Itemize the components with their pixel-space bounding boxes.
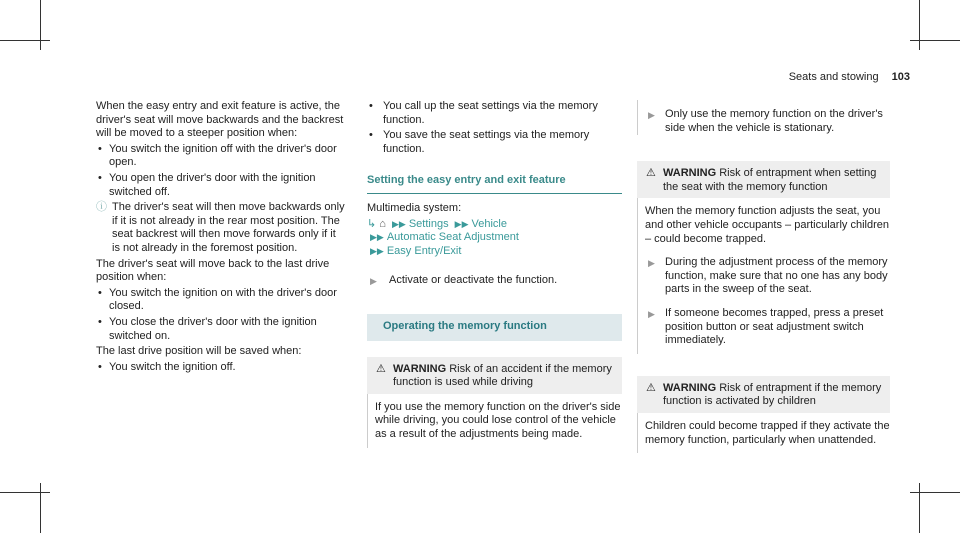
warning-title: Risk of entrapment if the memory function is activated by children	[663, 381, 882, 408]
list-item: • You switch the ignition off with the driver's door open.	[96, 143, 346, 170]
action-step	[367, 274, 622, 288]
double-arrow-icon: ▶▶	[392, 218, 406, 229]
page-header	[789, 71, 910, 83]
action-triangle-icon: ▶	[648, 308, 655, 319]
paragraph: The last drive position will be saved when:	[96, 345, 302, 358]
list-item: • You switch the ignition on with the driver's door closed.	[96, 287, 346, 314]
action-text: Only use the memory function on the driver's side when the vehicle is stationary.	[665, 108, 883, 134]
path-settings: Settings	[408, 217, 449, 230]
warning-triangle-icon: ⚠	[376, 362, 386, 375]
warning-body: Children could become trapped if they activate the memory function, particularly when unattended.	[637, 413, 890, 453]
path-auto-adjust: Automatic Seat Adjustment	[386, 231, 519, 244]
warning-header	[637, 376, 890, 413]
warning-continuation	[637, 100, 890, 135]
warning-triangle-icon: ⚠	[646, 167, 656, 180]
multimedia-label: Multimedia system:	[367, 201, 462, 214]
warning-body	[637, 198, 890, 353]
path-vehicle: Vehicle	[471, 217, 507, 230]
paragraph: The driver's seat will move back to the last drive position when:	[96, 257, 330, 284]
double-arrow-icon: ▶▶	[370, 232, 384, 243]
path-easy-entry: Easy Entry/Exit	[386, 244, 462, 257]
crop-mark	[0, 492, 50, 493]
warning-text: When the memory function adjusts the seat, you and other vehicle occupants – particularly children – could become trapped.	[645, 205, 889, 245]
section-banner: Operating the memory function	[367, 314, 622, 341]
warning-title: Risk of an accident if the memory function is used while driving	[393, 362, 612, 389]
warning-label: WARNING	[663, 167, 717, 180]
crop-mark	[910, 40, 960, 41]
action-triangle-icon: ▶	[648, 258, 655, 269]
list-item: • You save the seat settings via the memory function.	[367, 129, 622, 156]
action-triangle-icon: ▶	[370, 276, 377, 287]
list-item: • You close the driver's door with the ignition switched on.	[96, 316, 346, 343]
double-arrow-icon: ▶▶	[454, 218, 469, 229]
warning-triangle-icon: ⚠	[646, 381, 656, 394]
path-start-icon: ↳	[367, 217, 377, 230]
info-note	[96, 201, 346, 255]
section-title: Setting the easy entry and exit feature	[367, 174, 622, 194]
column-3	[637, 100, 890, 453]
double-arrow-icon: ▶▶	[370, 245, 384, 256]
column-2	[367, 100, 622, 448]
action-triangle-icon: ▶	[648, 110, 655, 120]
home-icon: ⌂	[379, 217, 386, 230]
list-item: • You switch the ignition off.	[96, 361, 346, 375]
intro-text: When the easy entry and exit feature is active, the driver's seat will move backwards and the backrest will be moved to a steeper position when:	[96, 100, 344, 140]
info-icon: ⓘ	[96, 201, 107, 214]
crop-mark	[40, 483, 41, 533]
warning-label: WARNING	[663, 381, 717, 394]
crop-mark	[40, 0, 41, 50]
warning-header	[367, 357, 622, 394]
action-step	[645, 256, 890, 297]
crop-mark	[0, 40, 50, 41]
menu-path	[367, 218, 622, 259]
action-text: During the adjustment process of the memory function, make sure that no one has any body parts in the sweep of the seat.	[665, 256, 888, 296]
section-name: Seats and stowing	[788, 71, 879, 83]
warning-body: If you use the memory function on the driver's side while driving, you could lose control of the vehicle as a result of the adjustments being made.	[367, 394, 622, 448]
page-number: 103	[891, 71, 910, 83]
warning-title: Risk of entrapment when setting the seat with the memory function	[663, 167, 877, 193]
list-item: • You open the driver's door with the ignition switched off.	[96, 172, 346, 199]
info-text: The driver's seat will then move backwards only if it is not already in the rear most position. The seat backrest will then move forwards only if it is not already in the foremost position.	[112, 201, 345, 254]
crop-mark	[919, 0, 920, 50]
crop-mark	[910, 492, 960, 493]
action-step	[645, 307, 890, 348]
action-text: Activate or deactivate the function.	[389, 274, 558, 287]
warning-label: WARNING	[393, 362, 447, 375]
action-step	[645, 108, 890, 135]
warning-header	[637, 161, 890, 198]
list-item: • You call up the seat settings via the memory function.	[367, 100, 622, 127]
action-text: If someone becomes trapped, press a preset position button or seat adjustment switch immediately.	[665, 306, 884, 347]
column-1	[96, 100, 346, 376]
crop-mark	[919, 483, 920, 533]
